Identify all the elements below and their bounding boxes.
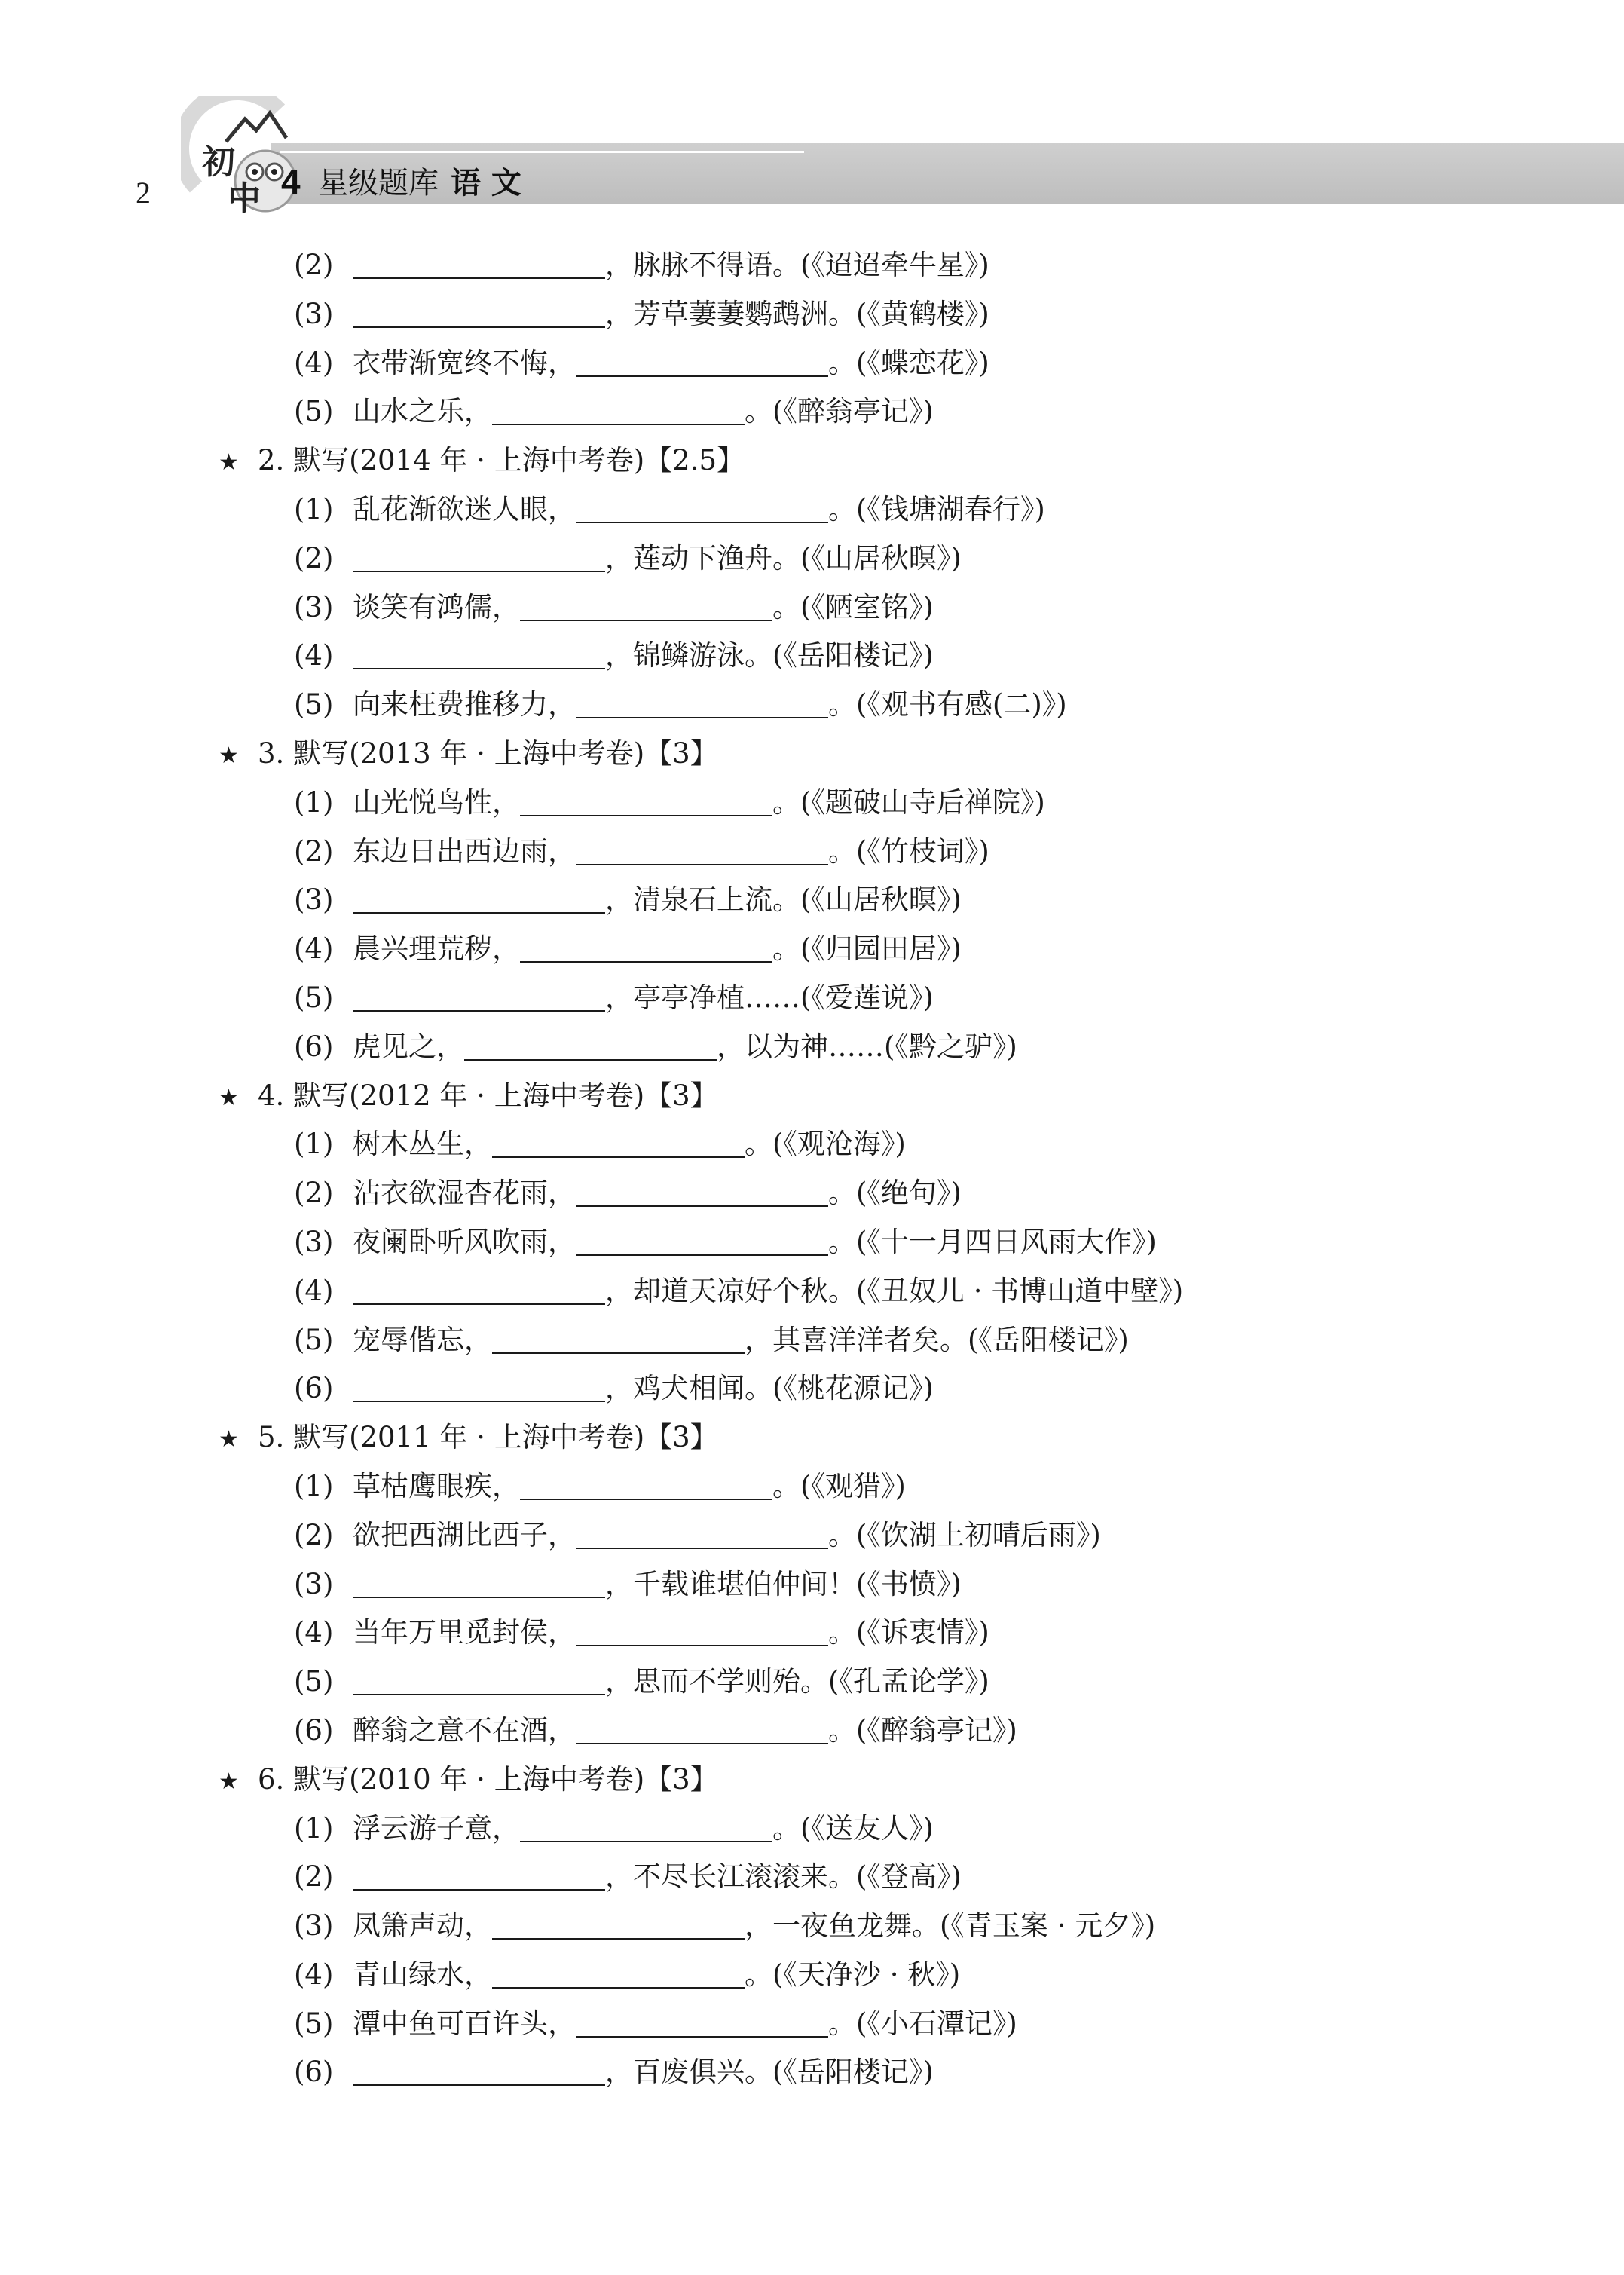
verse-before: 浮云游子意，	[353, 1811, 520, 1845]
answer-blank[interactable]	[464, 1029, 717, 1061]
verse-after: 。(《十一月四日风雨大作》)	[828, 1225, 1157, 1258]
item-number: (4)	[294, 1274, 334, 1307]
fill-in-item	[0, 1560, 1624, 1609]
fill-in-item	[0, 925, 1624, 974]
verse-before: 树木丛生，	[353, 1128, 492, 1161]
fill-in-item	[0, 1707, 1624, 1756]
verse-after: 。(《陋室铭》)	[772, 590, 934, 623]
star-icon: ★	[219, 1084, 239, 1111]
fill-in-item	[0, 1169, 1624, 1218]
verse-before: 潭中鱼可百许头，	[353, 2007, 576, 2040]
verse-before: 乱花渐欲迷人眼，	[353, 492, 576, 525]
verse-after: ，亭亭净植……(《爱莲说》)	[605, 981, 934, 1014]
answer-blank[interactable]	[520, 931, 772, 963]
answer-blank[interactable]	[576, 345, 828, 377]
fill-in-item	[0, 290, 1624, 339]
item-number: (2)	[294, 834, 334, 868]
answer-blank[interactable]	[353, 2054, 605, 2086]
fill-in-item	[0, 876, 1624, 925]
verse-before: 欲把西湖比西子，	[353, 1518, 576, 1551]
answer-blank[interactable]	[576, 1517, 828, 1549]
item-number: (2)	[294, 249, 334, 281]
answer-blank[interactable]	[576, 1615, 828, 1646]
answer-blank[interactable]	[576, 1224, 828, 1256]
verse-after: ，脉脉不得语。(《迢迢牵牛星》)	[605, 249, 989, 281]
fill-in-item	[0, 339, 1624, 388]
fill-in-item	[0, 1805, 1624, 1854]
item-number: (3)	[294, 883, 334, 917]
verse-before: 沾衣欲湿杏花雨，	[353, 1177, 576, 1210]
verse-after: 。(《饮湖上初晴后雨》)	[828, 1518, 1101, 1551]
logo-char-chu: 初	[202, 143, 235, 182]
fill-in-item	[0, 1853, 1624, 1902]
answer-blank[interactable]	[353, 882, 605, 914]
item-number: (1)	[294, 785, 334, 819]
series-title: 星级题库	[318, 166, 439, 201]
fill-in-item	[0, 534, 1624, 583]
verse-after: 。(《观沧海》)	[745, 1128, 906, 1161]
logo-number: 4	[281, 162, 301, 201]
fill-in-item	[0, 1023, 1624, 1072]
verse-after: 。(《醉翁亭记》)	[745, 395, 934, 428]
star-icon: ★	[219, 1768, 239, 1795]
item-number: (1)	[294, 1469, 334, 1502]
verse-before: 山光悦鸟性，	[353, 785, 520, 819]
answer-blank[interactable]	[520, 589, 772, 621]
answer-blank[interactable]	[353, 247, 605, 279]
page-number: 2	[136, 176, 151, 210]
answer-blank[interactable]	[353, 1566, 605, 1598]
verse-after: ，芳草萋萋鹦鹉洲。(《黄鹤楼》)	[605, 297, 989, 330]
question-title: 2. 默写(2014 年 · 上海中考卷)【2.5】	[258, 444, 745, 477]
question-title: 4. 默写(2012 年 · 上海中考卷)【3】	[258, 1079, 718, 1112]
fill-in-item	[0, 681, 1624, 730]
question-heading	[0, 1756, 1624, 1805]
answer-blank[interactable]	[576, 2006, 828, 2038]
item-number: (3)	[294, 590, 334, 623]
verse-after: ，却道天凉好个秋。(《丑奴儿 · 书博山道中壁》)	[605, 1274, 1184, 1307]
item-number: (4)	[294, 1958, 334, 1991]
verse-after: ，清泉石上流。(《山居秋暝》)	[605, 883, 962, 917]
verse-before: 虎见之，	[353, 1030, 464, 1063]
answer-blank[interactable]	[353, 1664, 605, 1695]
item-number: (3)	[294, 1225, 334, 1258]
verse-before: 谈笑有鸿儒，	[353, 590, 520, 623]
item-number: (5)	[294, 395, 334, 428]
answer-blank[interactable]	[492, 1908, 745, 1940]
item-number: (3)	[294, 1567, 334, 1600]
item-number: (2)	[294, 541, 334, 574]
answer-blank[interactable]	[520, 785, 772, 816]
fill-in-item	[0, 779, 1624, 828]
item-number: (2)	[294, 1518, 334, 1551]
fill-in-item	[0, 387, 1624, 436]
answer-blank[interactable]	[353, 638, 605, 669]
verse-before: 衣带渐宽终不悔，	[353, 346, 576, 379]
fill-in-item	[0, 1658, 1624, 1707]
verse-after: 。(《诉衷情》)	[828, 1616, 989, 1649]
item-number: (4)	[294, 346, 334, 379]
verse-after: 。(《天净沙 · 秋》)	[745, 1958, 961, 1991]
verse-before: 醉翁之意不在酒，	[353, 1713, 576, 1747]
question-title: 6. 默写(2010 年 · 上海中考卷)【3】	[258, 1762, 718, 1796]
fill-in-item	[0, 1316, 1624, 1365]
item-number: (4)	[294, 1616, 334, 1649]
item-number: (5)	[294, 981, 334, 1014]
logo-char-zhong: 中	[228, 179, 261, 218]
item-number: (6)	[294, 1030, 334, 1063]
answer-blank[interactable]	[576, 491, 828, 523]
verse-after: ，千载谁堪伯仲间！(《书愤》)	[605, 1567, 962, 1600]
answer-blank[interactable]	[576, 834, 828, 865]
verse-after: ，不尽长江滚滚来。(《登高》)	[605, 1860, 962, 1894]
fill-in-item	[0, 1364, 1624, 1413]
verse-before: 草枯鹰眼疾，	[353, 1469, 520, 1502]
verse-before: 东边日出西边雨，	[353, 834, 576, 868]
verse-after: 。(《观书有感(二)》)	[828, 688, 1067, 721]
item-number: (1)	[294, 492, 334, 525]
item-number: (5)	[294, 1323, 334, 1356]
item-number: (6)	[294, 1713, 334, 1747]
item-number: (3)	[294, 1909, 334, 1943]
question-title: 3. 默写(2013 年 · 上海中考卷)【3】	[258, 736, 718, 770]
fill-in-item	[0, 1902, 1624, 1951]
answer-blank[interactable]	[492, 1957, 745, 1989]
header-title	[318, 166, 521, 201]
answer-blank[interactable]	[576, 1713, 828, 1744]
answer-blank[interactable]	[353, 1859, 605, 1891]
star-icon: ★	[219, 742, 239, 769]
item-number: (1)	[294, 1811, 334, 1845]
book-logo-icon	[181, 96, 332, 232]
fill-in-item	[0, 2000, 1624, 2049]
verse-after: 。(《蝶恋花》)	[828, 346, 989, 379]
verse-after: 。(《绝句》)	[828, 1177, 962, 1210]
verse-before: 宠辱偕忘，	[353, 1323, 492, 1356]
verse-after: 。(《醉翁亭记》)	[828, 1713, 1017, 1747]
fill-in-item	[0, 241, 1624, 290]
verse-after: ，一夜鱼龙舞。(《青玉案 · 元夕》)	[745, 1909, 1156, 1943]
verse-after: 。(《竹枝词》)	[828, 834, 989, 868]
answer-blank[interactable]	[492, 393, 745, 425]
star-icon: ★	[219, 1426, 239, 1453]
item-number: (2)	[294, 1860, 334, 1894]
answer-blank[interactable]	[353, 1273, 605, 1305]
item-number: (5)	[294, 688, 334, 721]
question-heading	[0, 730, 1624, 779]
fill-in-item	[0, 1951, 1624, 2000]
verse-before: 晨兴理荒秽，	[353, 932, 520, 966]
item-number: (2)	[294, 1177, 334, 1210]
verse-before: 夜阑卧听风吹雨，	[353, 1225, 576, 1258]
fill-in-item	[0, 632, 1624, 681]
fill-in-item	[0, 828, 1624, 877]
verse-after: 。(《观猎》)	[772, 1469, 906, 1502]
subject-label: 语 文	[451, 166, 521, 201]
answer-blank[interactable]	[576, 1175, 828, 1207]
item-number: (4)	[294, 639, 334, 672]
fill-in-item	[0, 974, 1624, 1023]
verse-before: 凤箫声动，	[353, 1909, 492, 1943]
answer-blank[interactable]	[492, 1322, 745, 1354]
item-number: (5)	[294, 1665, 334, 1698]
verse-after: 。(《送友人》)	[772, 1811, 934, 1845]
verse-after: ，思而不学则殆。(《孔孟论学》)	[605, 1665, 989, 1698]
verse-after: ，莲动下渔舟。(《山居秋暝》)	[605, 541, 962, 574]
item-number: (5)	[294, 2007, 334, 2040]
question-title: 5. 默写(2011 年 · 上海中考卷)【3】	[258, 1421, 718, 1454]
fill-in-item	[0, 583, 1624, 632]
answer-blank[interactable]	[520, 1468, 772, 1500]
verse-before: 青山绿水，	[353, 1958, 492, 1991]
question-heading	[0, 1413, 1624, 1462]
fill-in-item	[0, 1511, 1624, 1560]
verse-after: 。(《小石潭记》)	[828, 2007, 1017, 2040]
verse-after: 。(《归园田居》)	[772, 932, 962, 966]
verse-after: 。(《题破山寺后禅院》)	[772, 785, 1045, 819]
item-number: (6)	[294, 1372, 334, 1405]
header-divider	[280, 151, 804, 153]
verse-after: ，鸡犬相闻。(《桃花源记》)	[605, 1372, 934, 1405]
verse-after: ，其喜洋洋者矣。(《岳阳楼记》)	[745, 1323, 1129, 1356]
fill-in-item	[0, 1218, 1624, 1267]
question-heading	[0, 436, 1624, 485]
item-number: (3)	[294, 297, 334, 330]
item-number: (4)	[294, 932, 334, 966]
verse-before: 向来枉费推移力，	[353, 688, 576, 721]
fill-in-item	[0, 1120, 1624, 1169]
answer-blank[interactable]	[353, 980, 605, 1012]
verse-after: ，锦鳞游泳。(《岳阳楼记》)	[605, 639, 934, 672]
verse-after: ，百废俱兴。(《岳阳楼记》)	[605, 2056, 934, 2089]
question-heading	[0, 1072, 1624, 1121]
fill-in-item	[0, 1462, 1624, 1511]
verse-before: 山水之乐，	[353, 395, 492, 428]
verse-before: 当年万里觅封侯，	[353, 1616, 576, 1649]
answer-blank[interactable]	[576, 687, 828, 718]
answer-blank[interactable]	[353, 540, 605, 572]
star-icon: ★	[219, 449, 239, 476]
answer-blank[interactable]	[353, 296, 605, 328]
question-list	[0, 241, 1624, 2097]
fill-in-item	[0, 2048, 1624, 2097]
answer-blank[interactable]	[492, 1126, 745, 1158]
item-number: (6)	[294, 2056, 334, 2089]
verse-after: ，以为神……(《黔之驴》)	[717, 1030, 1017, 1063]
answer-blank[interactable]	[353, 1370, 605, 1402]
item-number: (1)	[294, 1128, 334, 1161]
answer-blank[interactable]	[520, 1811, 772, 1842]
fill-in-item	[0, 1609, 1624, 1658]
verse-after: 。(《钱塘湖春行》)	[828, 492, 1045, 525]
fill-in-item	[0, 1267, 1624, 1316]
fill-in-item	[0, 485, 1624, 534]
